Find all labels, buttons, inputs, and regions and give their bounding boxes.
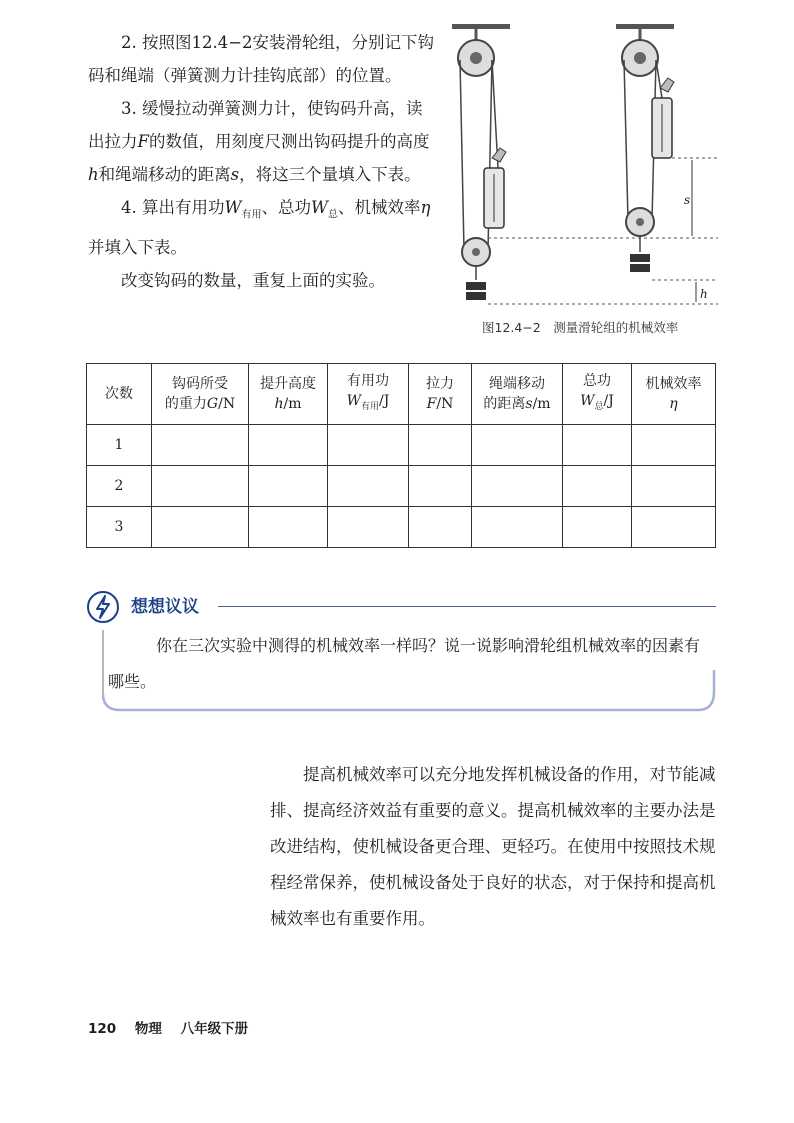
step-2: 2. 按照图12.4−2安装滑轮组，分别记下钩码和绳端（弹簧测力计挂钩底部）的位置。	[88, 33, 435, 85]
header-total-work: 总功 $W_总/J$	[563, 364, 632, 425]
data-table	[86, 363, 716, 548]
experiment-steps	[88, 26, 438, 297]
pulley-figure	[448, 18, 728, 318]
page-footer	[88, 1017, 262, 1037]
table-header-row	[87, 364, 716, 425]
step-3: 3. 缓慢拉动弹簧测力计，使钩码升高，读出拉力F的数值，用刻度尺测出钩码提升的高度h和绳端移动的距离s，将这三个量填入下表。	[88, 99, 430, 184]
header-count: 次数	[87, 364, 152, 425]
header-weight: 钩码所受 的重力G/N	[152, 364, 249, 425]
book-grade: 八年级下册	[180, 1021, 249, 1037]
discussion-rule	[218, 606, 716, 607]
row-number: 3	[87, 507, 152, 548]
figure-caption: 图12.4−2 测量滑轮组的机械效率	[482, 320, 679, 335]
discussion-question: 你在三次实验中测得的机械效率一样吗？说一说影响滑轮组机械效率的因素有哪些。	[108, 636, 701, 691]
header-pull-force: 拉力 F/N	[409, 364, 472, 425]
book-subject: 物理	[134, 1021, 162, 1037]
lightbulb-icon	[86, 590, 120, 624]
header-efficiency: 机械效率 η	[632, 364, 716, 425]
row-number: 2	[87, 466, 152, 507]
discussion-title: 想想议议	[131, 597, 199, 617]
svg-text:s: s	[684, 193, 691, 207]
header-height: 提升高度 h/m	[249, 364, 328, 425]
header-rope-distance: 绳端移动 的距离s/m	[472, 364, 563, 425]
step-4: 4. 算出有用功$W_{有用}$、总功$W_总$、机械效率η并填入下表。	[88, 198, 431, 258]
page-number: 120	[88, 1021, 117, 1037]
efficiency-paragraph: 提高机械效率可以充分地发挥机械设备的作用，对节能减排、提高经济效益有重要的意义。提高机械效率的主要办法是改进结构，使机械设备更合理、更轻巧。在使用中按照技术规程经常保养，使机械设备处于良好的状态，对于保持和提高机械效率也有重要作用。	[270, 765, 716, 928]
header-useful-work: 有用功 $W_{有用}/J$	[328, 364, 409, 425]
svg-text:h: h	[700, 287, 708, 301]
row-number: 1	[87, 425, 152, 466]
step-repeat: 改变钩码的数量，重复上面的实验。	[121, 271, 385, 291]
table-row	[87, 507, 716, 548]
table-row	[87, 425, 716, 466]
table-row	[87, 466, 716, 507]
